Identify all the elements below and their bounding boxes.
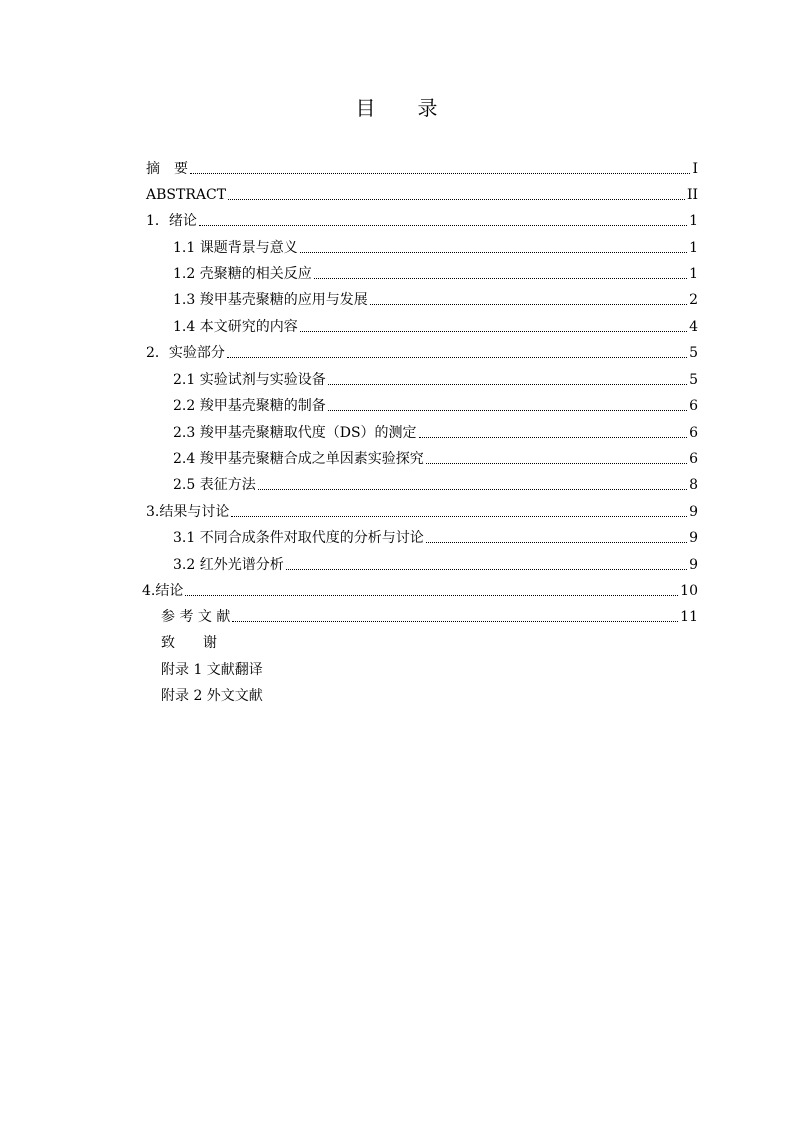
- toc-entry-s3-2[interactable]: [173, 548, 698, 574]
- toc-leader-dots: [426, 447, 687, 464]
- toc-entry-label: 参 考 文 献: [161, 609, 231, 625]
- toc-entry-page: 1: [689, 213, 698, 229]
- toc-entry-s1-3[interactable]: [173, 283, 698, 309]
- toc-entry-label: 2.2 羧甲基壳聚糖的制备: [173, 398, 326, 414]
- toc-entry-app2[interactable]: [161, 679, 698, 705]
- toc-entry-page: 1: [689, 266, 698, 282]
- toc-entry-abstract-en[interactable]: [146, 178, 698, 204]
- toc-leader-dots: [419, 421, 688, 438]
- toc-entry-page: 5: [689, 372, 698, 388]
- toc-leader-dots: [370, 288, 687, 305]
- toc-entry-label: 2．实验部分: [146, 345, 225, 361]
- toc-entry-page: 5: [689, 345, 698, 361]
- toc-entry-s3-1[interactable]: [173, 521, 698, 547]
- toc-entry-page: 11: [680, 609, 698, 625]
- toc-entry-label: 1.1 课题背景与意义: [173, 240, 298, 256]
- toc-leader-dots: [300, 236, 687, 253]
- toc-entry-abstract-cn[interactable]: [146, 152, 698, 178]
- toc-leader-dots: [232, 605, 678, 622]
- toc-entry-ch1[interactable]: [146, 204, 698, 230]
- toc-entry-label: 3.2 红外光谱分析: [173, 557, 284, 573]
- toc-entry-label: 1.3 羧甲基壳聚糖的应用与发展: [173, 292, 368, 308]
- toc-entry-s1-4[interactable]: [173, 310, 698, 336]
- toc-leader-dots: [300, 315, 687, 332]
- toc-entry-page: 4: [689, 319, 698, 335]
- toc-entry-label: 1．绪论: [146, 213, 197, 229]
- toc-entry-label: 2.4 羧甲基壳聚糖合成之单因素实验探究: [173, 451, 424, 467]
- toc-entry-page: 9: [689, 504, 698, 520]
- toc-leader-dots: [231, 500, 687, 517]
- toc-leader-dots: [227, 341, 687, 358]
- toc-entry-label: 附录 2 外文文献: [161, 688, 263, 704]
- toc-entry-s2-4[interactable]: [173, 442, 698, 468]
- toc-leader-dots: [199, 209, 687, 226]
- toc-entry-label: 2.5 表征方法: [173, 477, 256, 493]
- toc-entry-page: 9: [689, 557, 698, 573]
- toc-entry-page: 2: [689, 292, 698, 308]
- toc-entry-label: 1.2 壳聚糖的相关反应: [173, 266, 312, 282]
- toc-entry-thanks[interactable]: [161, 626, 698, 652]
- toc-leader-dots: [258, 473, 687, 490]
- toc-entry-label: ABSTRACT: [146, 187, 227, 203]
- toc-entry-ch3[interactable]: [146, 495, 698, 521]
- toc-entry-s2-2[interactable]: [173, 389, 698, 415]
- toc-entry-label: 致 谢: [161, 635, 217, 651]
- toc-entry-page: 1: [689, 240, 698, 256]
- toc-leader-dots: [426, 526, 687, 543]
- toc-entry-page: I: [692, 161, 698, 177]
- toc-leader-dots: [228, 183, 685, 200]
- toc-leader-dots: [328, 394, 687, 411]
- toc-entry-page: 6: [689, 398, 698, 414]
- toc-entry-page: 8: [689, 477, 698, 493]
- toc-entry-ch4[interactable]: [142, 574, 698, 600]
- toc-entry-page: 6: [689, 451, 698, 467]
- toc-entry-s2-1[interactable]: [173, 363, 698, 389]
- toc-leader-dots: [286, 553, 687, 570]
- toc-entry-s1-2[interactable]: [173, 257, 698, 283]
- toc-entry-ch2[interactable]: [146, 336, 698, 362]
- page-title-right: 录: [417, 96, 438, 120]
- toc-entry-refs[interactable]: [161, 600, 698, 626]
- toc-leader-dots: [185, 579, 678, 596]
- toc-entry-label: 2.3 羧甲基壳聚糖取代度（DS）的测定: [173, 425, 417, 441]
- toc-leader-dots: [190, 157, 690, 174]
- toc-entry-page: 6: [689, 425, 698, 441]
- toc-entry-label: 1.4 本文研究的内容: [173, 319, 298, 335]
- toc-entry-page: II: [686, 187, 698, 203]
- toc-leader-dots: [328, 368, 687, 385]
- page-title-left: 目: [355, 96, 376, 120]
- page-title: [0, 92, 793, 124]
- toc-entry-label: 3.1 不同合成条件对取代度的分析与讨论: [173, 530, 424, 546]
- toc-entry-label: 附录 1 文献翻译: [161, 662, 263, 678]
- toc-entry-s2-5[interactable]: [173, 468, 698, 494]
- toc-entry-app1[interactable]: [161, 653, 698, 679]
- toc-entry-label: 摘 要: [146, 161, 188, 177]
- toc-entry-page: 9: [689, 530, 698, 546]
- toc-entry-label: 4.结论: [142, 583, 184, 599]
- toc-leader-dots: [314, 262, 687, 279]
- toc-entry-s2-3[interactable]: [173, 416, 698, 442]
- toc-entry-label: 3.结果与讨论: [146, 504, 230, 520]
- toc-entry-s1-1[interactable]: [173, 231, 698, 257]
- toc-entry-label: 2.1 实验试剂与实验设备: [173, 372, 326, 388]
- toc-entry-page: 10: [680, 583, 698, 599]
